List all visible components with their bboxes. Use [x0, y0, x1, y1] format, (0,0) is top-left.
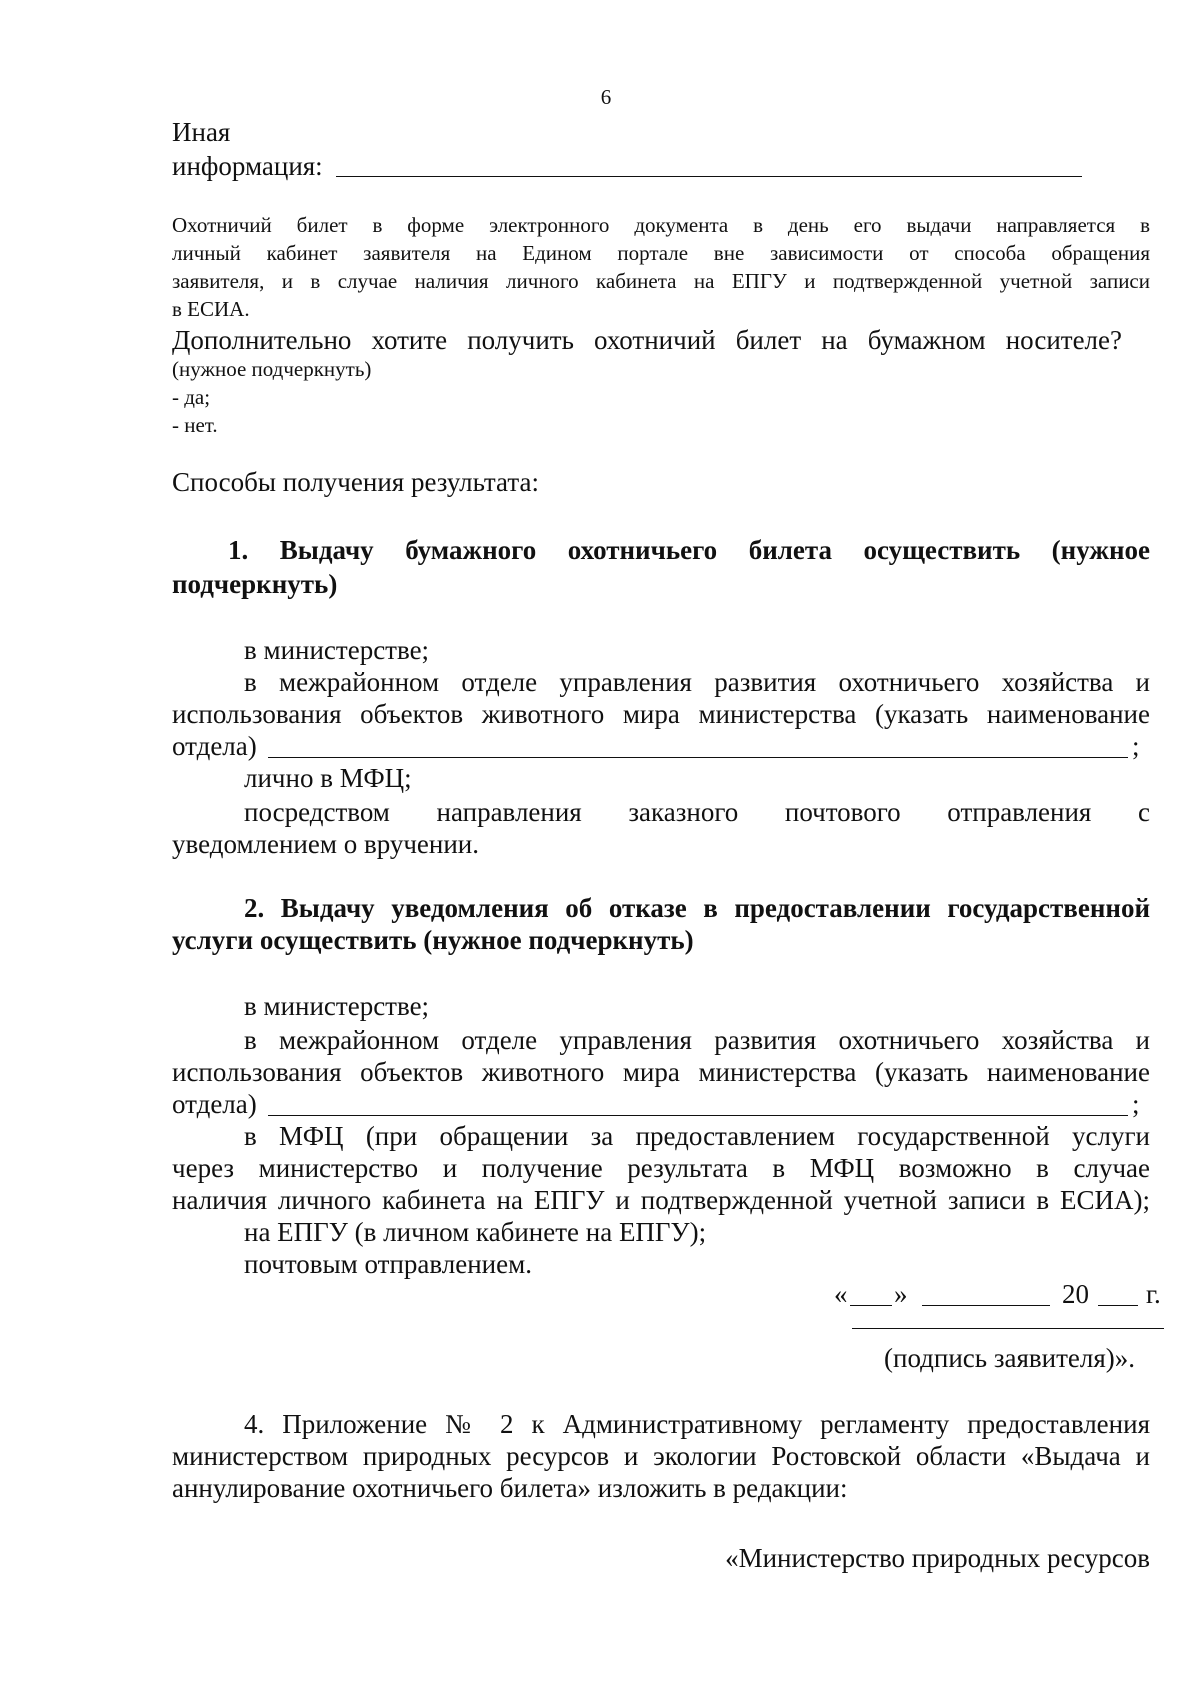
notice-line-3: заявителя, и в случае наличия личного кабинета на ЕПГУ и подтвержденной учетной записи — [172, 269, 1150, 293]
paper-question: Дополнительно хотите получить охотничий билет на бумажном носителе? — [172, 325, 1122, 355]
date-year-suffix: г. — [1146, 1279, 1161, 1309]
section2-opt-epgu: на ЕПГУ (в личном кабинете на ЕПГУ); — [244, 1217, 707, 1247]
notice-line-4: в ЕСИА. — [172, 297, 250, 321]
section2-title-line2: услуги осуществить (нужное подчеркнуть) — [172, 925, 694, 955]
notice-line-1: Охотничий билет в форме электронного документа в день его выдачи направляется в — [172, 213, 1150, 237]
closing-line: «Министерство природных ресурсов — [725, 1543, 1150, 1573]
date-day-blank — [850, 1305, 892, 1306]
page-number: 6 — [600, 85, 612, 109]
notice-line-2: личный кабинет заявителя на Едином портале вне зависимости от способа обращения — [172, 241, 1150, 265]
section1-opt-mfc: лично в МФЦ; — [244, 763, 412, 793]
section1-title-line1: 1. Выдачу бумажного охотничьего билета осуществить (нужное — [228, 535, 1150, 565]
other-info-label-line1: Иная — [172, 117, 231, 147]
section1-opt-mail-line1: посредством направления заказного почтового отправления с — [244, 797, 1150, 827]
section2-opt-interdistrict-line1: в межрайонном отделе управления развития охотничьего хозяйства и — [244, 1025, 1150, 1055]
section2-opt-interdistrict-line2: использования объектов животного мира министерства (указать наименование — [172, 1057, 1150, 1087]
option-yes: - да; — [172, 385, 211, 409]
section1-opt-mail-line2: уведомлением о вручении. — [172, 829, 480, 859]
date-year-blank — [1098, 1305, 1138, 1306]
section2-opt-mfc-line1: в МФЦ (при обращении за предоставлением государственной услуги — [244, 1121, 1150, 1151]
date-century: 20 — [1062, 1279, 1089, 1309]
amendment-line3: аннулирование охотничьего билета» изложить в редакции: — [172, 1473, 848, 1503]
paper-question-hint: (нужное подчеркнуть) — [172, 357, 372, 381]
section2-opt-ministry: в министерстве; — [244, 991, 430, 1021]
methods-heading: Способы получения результата: — [172, 467, 539, 497]
section2-opt-mfc-line3: наличия личного кабинета на ЕПГУ и подтвержденной учетной записи в ЕСИА); — [172, 1185, 1150, 1215]
section2-opt-interdistrict-line3: отдела) — [172, 1089, 257, 1119]
signature-caption: (подпись заявителя)». — [884, 1343, 1136, 1373]
section1-opt-interdistrict-line3: отдела) — [172, 731, 257, 761]
section1-opt-interdistrict-line2: использования объектов животного мира министерства (указать наименование — [172, 699, 1150, 729]
section2-opt-post: почтовым отправлением. — [244, 1249, 532, 1279]
section1-opt-ministry: в министерстве; — [244, 635, 430, 665]
date-month-blank — [922, 1305, 1050, 1306]
date-open-quote: « — [834, 1279, 848, 1309]
section1-department-semicolon: ; — [1132, 731, 1140, 761]
section2-department-semicolon: ; — [1132, 1089, 1140, 1119]
amendment-line1: 4. Приложение № 2 к Административному регламенту предоставления — [244, 1409, 1150, 1439]
other-info-label-line2: информация: — [172, 151, 323, 181]
other-info-fill-line — [336, 176, 1082, 177]
signature-line — [852, 1328, 1164, 1329]
date-close-quote: » — [894, 1279, 908, 1309]
section1-opt-interdistrict-line1: в межрайонном отделе управления развития охотничьего хозяйства и — [244, 667, 1150, 697]
section2-title-line1: 2. Выдачу уведомления об отказе в предоставлении государственной — [244, 893, 1150, 923]
section2-opt-mfc-line2: через министерство и получение результата в МФЦ возможно в случае — [172, 1153, 1150, 1183]
section1-title-line2: подчеркнуть) — [172, 569, 338, 599]
option-no: - нет. — [172, 413, 218, 437]
amendment-line2: министерством природных ресурсов и экологии Ростовской области «Выдача и — [172, 1441, 1150, 1471]
section2-department-fill-line — [268, 1115, 1128, 1116]
section1-department-fill-line — [268, 757, 1128, 758]
